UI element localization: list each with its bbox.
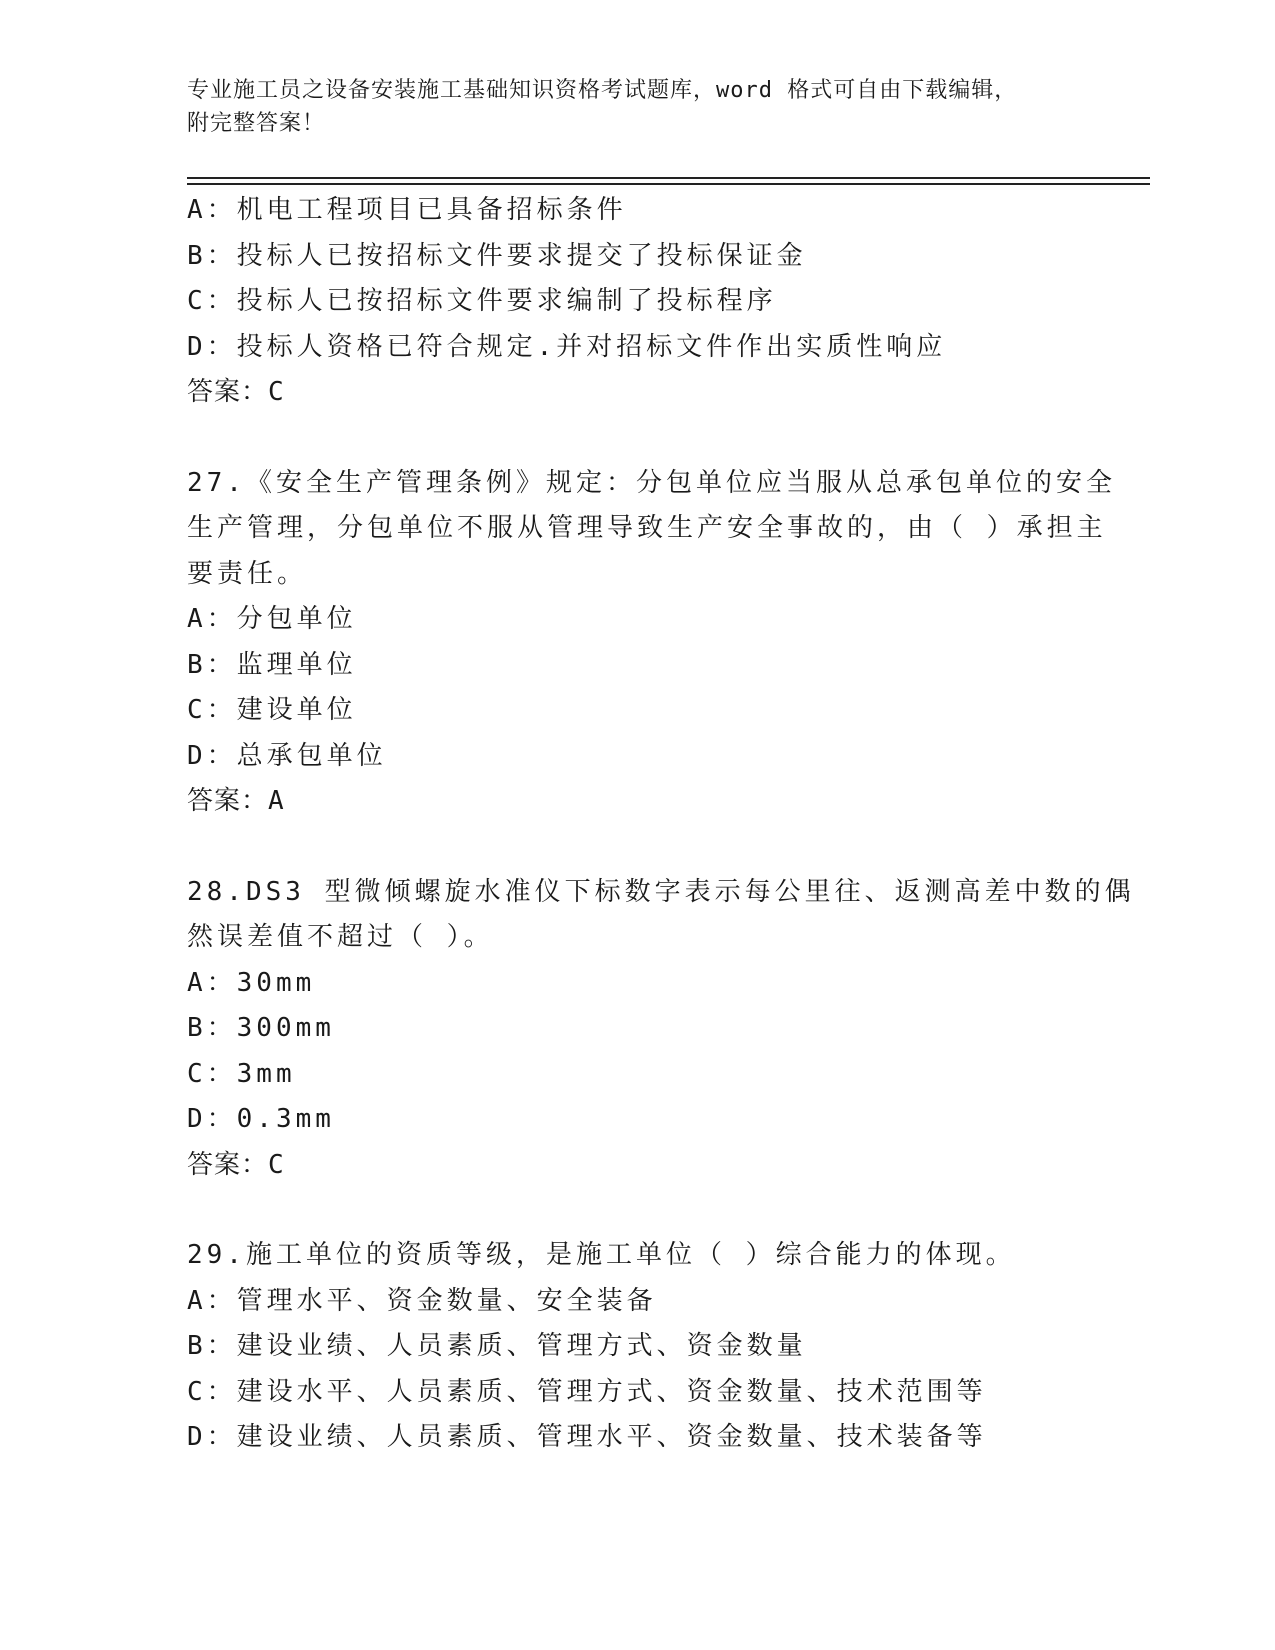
header-divider-top [187,177,1150,179]
question-list [187,188,1135,1461]
question-stem: 然误差值不超过（ ）。 [187,922,494,952]
option-a: A：30mm [187,967,316,998]
option-b: B：投标人已按招标文件要求提交了投标保证金 [187,240,807,271]
header-divider-bottom [187,183,1150,185]
question-stem: 29.施工单位的资质等级，是施工单位（ ）综合能力的体现。 [187,1240,1016,1270]
question-stem: 生产管理，分包单位不服从管理导致生产安全事故的，由（ ）承担主 [187,513,1107,543]
question-27 [187,461,1116,825]
question-stem: 27.《安全生产管理条例》规定：分包单位应当服从总承包单位的安全 [187,467,1116,498]
spacer [187,825,1087,870]
option-d: D：建设业绩、人员素质、管理水平、资金数量、技术装备等 [187,1422,987,1452]
spacer [187,1188,1087,1233]
question-28 [187,870,1135,1189]
option-b: B：300mm [187,1013,335,1043]
option-b: B：监理单位 [187,649,357,680]
document-header [187,74,1087,140]
question-stem: 28.DS3 型微倾螺旋水准仪下标数字表示每公里往、返测高差中数的偶 [187,876,1135,907]
option-a: A：分包单位 [187,604,357,634]
option-a: A：机电工程项目已具备招标条件 [187,195,627,225]
option-c: C：建设水平、人员素质、管理方式、资金数量、技术范围等 [187,1376,987,1407]
option-a: A：管理水平、资金数量、安全装备 [187,1285,657,1316]
option-b: B：建设业绩、人员素质、管理方式、资金数量 [187,1331,807,1361]
question-stem: 要责任。 [187,558,308,589]
question-26 [187,188,1087,416]
answer: 答案：C [187,1149,285,1180]
option-d: D：总承包单位 [187,740,387,771]
header-line-2: 附完整答案！ [187,111,326,136]
option-d: D：0.3mm [187,1104,335,1134]
option-c: C：投标人已按招标文件要求编制了投标程序 [187,286,777,316]
option-c: C：建设单位 [187,695,357,725]
answer: 答案：C [187,377,285,407]
header-line-1: 专业施工员之设备安装施工基础知识资格考试题库，word 格式可自由下载编辑， [187,78,1018,103]
answer: 答案：A [187,786,285,816]
option-d: D：投标人资格已符合规定.并对招标文件作出实质性响应 [187,331,947,362]
spacer [187,416,1087,461]
question-29 [187,1233,1087,1461]
option-c: C：3mm [187,1058,296,1089]
